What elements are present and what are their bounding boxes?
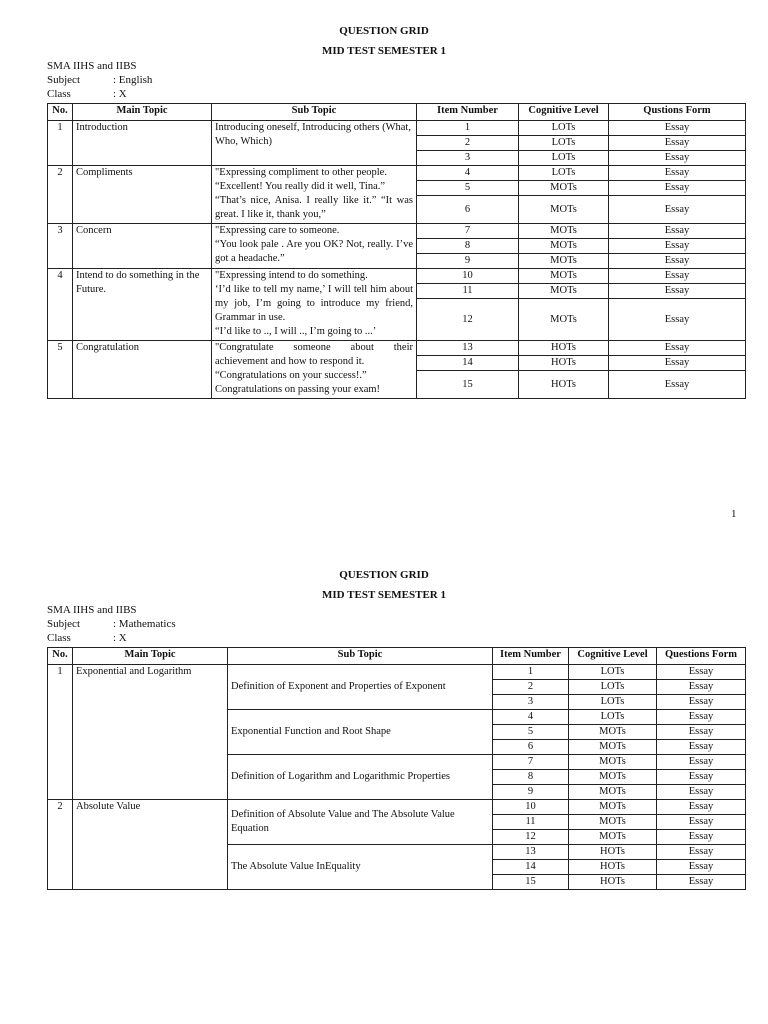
- sub-topic-line: ‘I’d like to tell my name,’ I will tell him about my job, I’m going to introduce my friend, Grammar in use.: [215, 284, 413, 323]
- item-number: 14: [417, 356, 519, 371]
- item-number: 5: [493, 725, 569, 740]
- item-number: 11: [493, 815, 569, 830]
- cognitive-level: HOTs: [569, 875, 657, 890]
- topic-no: 4: [48, 269, 73, 341]
- main-topic: Absolute Value: [73, 800, 228, 890]
- table-row: [48, 341, 746, 356]
- question-form: Essay: [609, 284, 746, 299]
- sub-topic-line: “Excellent! You really did it well, Tina.”: [215, 181, 386, 192]
- grid2-meta: [47, 603, 176, 645]
- grid1-subtitle: MID TEST SEMESTER 1: [322, 45, 446, 57]
- sub-topic-line: “I’d like to .., I will .., I’m going to ...’: [215, 326, 377, 337]
- table-row: [48, 166, 746, 181]
- col-header-questions-form: Qustions Form: [609, 104, 746, 121]
- grid1-subject-value: : English: [113, 74, 153, 86]
- sub-topic-line: "Expressing intend to do something.: [215, 270, 368, 281]
- cognitive-level: LOTs: [569, 665, 657, 680]
- grid1-table: [47, 103, 746, 399]
- col-header-main-topic: Main Topic: [73, 104, 212, 121]
- item-number: 8: [493, 770, 569, 785]
- sub-topic: Exponential Function and Root Shape: [228, 710, 493, 755]
- col-header-cognitive-level: Cognitive Level: [519, 104, 609, 121]
- question-form: Essay: [609, 371, 746, 399]
- cognitive-level: LOTs: [519, 151, 609, 166]
- item-number: 13: [417, 341, 519, 356]
- sub-topic: [212, 341, 417, 399]
- question-form: Essay: [609, 239, 746, 254]
- item-number: 15: [417, 371, 519, 399]
- question-form: Essay: [609, 181, 746, 196]
- main-topic: Exponential and Logarithm: [73, 665, 228, 800]
- question-form: Essay: [657, 680, 746, 695]
- cognitive-level: LOTs: [569, 680, 657, 695]
- table-row: [48, 121, 746, 136]
- item-number: 4: [493, 710, 569, 725]
- sub-topic-line: “That’s nice, Anisa. I really like it.” “It was great. I like it, thank you,”: [215, 195, 413, 220]
- cognitive-level: MOTs: [519, 181, 609, 196]
- item-number: 6: [417, 196, 519, 224]
- item-number: 12: [493, 830, 569, 845]
- main-topic: Concern: [73, 224, 212, 269]
- question-form: Essay: [657, 740, 746, 755]
- item-number: 4: [417, 166, 519, 181]
- question-form: Essay: [657, 815, 746, 830]
- grid2-subject-row: [47, 617, 176, 631]
- item-number: 15: [493, 875, 569, 890]
- item-number: 5: [417, 181, 519, 196]
- question-form: Essay: [609, 341, 746, 356]
- grid1-title: QUESTION GRID: [339, 25, 429, 37]
- cognitive-level: LOTs: [519, 121, 609, 136]
- grid1-meta: [47, 59, 152, 101]
- grid1-school: SMA IIHS and IIBS: [47, 60, 137, 72]
- topic-no: 5: [48, 341, 73, 399]
- sub-topic-line: "Expressing compliment to other people.: [215, 167, 387, 178]
- cognitive-level: LOTs: [519, 136, 609, 151]
- question-form: Essay: [609, 136, 746, 151]
- cognitive-level: MOTs: [519, 299, 609, 341]
- main-topic: Intend to do something in the Future.: [73, 269, 212, 341]
- grid2-header-row: [48, 648, 746, 665]
- sub-topic: [212, 166, 417, 224]
- table-row: [48, 665, 746, 680]
- sub-topic-line: "Congratulate someone about their achievement and how to respond it.: [215, 342, 413, 367]
- cognitive-level: MOTs: [569, 785, 657, 800]
- item-number: 2: [417, 136, 519, 151]
- col-header-no: No.: [48, 648, 73, 665]
- col-header-questions-form: Questions Form: [657, 648, 746, 665]
- page-number: 1: [731, 508, 737, 520]
- cognitive-level: HOTs: [519, 371, 609, 399]
- question-form: Essay: [657, 845, 746, 860]
- cognitive-level: MOTs: [569, 815, 657, 830]
- table-row: [48, 224, 746, 239]
- question-form: Essay: [657, 785, 746, 800]
- question-form: Essay: [657, 710, 746, 725]
- item-number: 7: [417, 224, 519, 239]
- question-form: Essay: [657, 695, 746, 710]
- col-header-no: No.: [48, 104, 73, 121]
- question-form: Essay: [609, 121, 746, 136]
- sub-topic: Introducing oneself, Introducing others (What, Who, Which): [212, 121, 417, 166]
- sub-topic: Definition of Logarithm and Logarithmic Properties: [228, 755, 493, 800]
- question-form: Essay: [657, 725, 746, 740]
- grid2-class-value: : X: [113, 632, 127, 644]
- cognitive-level: MOTs: [519, 196, 609, 224]
- item-number: 11: [417, 284, 519, 299]
- item-number: 7: [493, 755, 569, 770]
- col-header-cognitive-level: Cognitive Level: [569, 648, 657, 665]
- question-form: Essay: [657, 770, 746, 785]
- grid2-subject-value: : Mathematics: [113, 618, 176, 630]
- question-form: Essay: [657, 830, 746, 845]
- item-number: 1: [493, 665, 569, 680]
- col-header-main-topic: Main Topic: [73, 648, 228, 665]
- col-header-sub-topic: Sub Topic: [212, 104, 417, 121]
- grid2-table: [47, 647, 746, 890]
- question-form: Essay: [657, 665, 746, 680]
- main-topic: Congratulation: [73, 341, 212, 399]
- question-form: Essay: [609, 151, 746, 166]
- grid2-class-row: [47, 631, 176, 645]
- question-form: Essay: [657, 860, 746, 875]
- question-form: Essay: [609, 166, 746, 181]
- item-number: 3: [493, 695, 569, 710]
- question-form: Essay: [609, 269, 746, 284]
- col-header-sub-topic: Sub Topic: [228, 648, 493, 665]
- question-form: Essay: [609, 224, 746, 239]
- cognitive-level: MOTs: [519, 269, 609, 284]
- sub-topic: The Absolute Value InEquality: [228, 845, 493, 890]
- grid1-class-label: Class: [47, 88, 71, 100]
- item-number: 10: [493, 800, 569, 815]
- grid2-subject-label: Subject: [47, 618, 80, 630]
- question-form: Essay: [609, 254, 746, 269]
- cognitive-level: MOTs: [569, 800, 657, 815]
- question-form: Essay: [609, 299, 746, 341]
- cognitive-level: LOTs: [569, 710, 657, 725]
- cognitive-level: MOTs: [569, 830, 657, 845]
- sub-topic-line: “You look pale . Are you OK? Not, really. I’ve got a headache.”: [215, 239, 413, 264]
- cognitive-level: HOTs: [569, 845, 657, 860]
- cognitive-level: MOTs: [569, 725, 657, 740]
- item-number: 14: [493, 860, 569, 875]
- main-topic: Compliments: [73, 166, 212, 224]
- question-form: Essay: [657, 755, 746, 770]
- item-number: 9: [417, 254, 519, 269]
- cognitive-level: LOTs: [519, 166, 609, 181]
- sub-topic-line: “Congratulations on your success!.”: [215, 370, 367, 381]
- cognitive-level: MOTs: [519, 254, 609, 269]
- cognitive-level: LOTs: [569, 695, 657, 710]
- grid2-title: QUESTION GRID: [339, 569, 429, 581]
- grid1-class-value: : X: [113, 88, 127, 100]
- cognitive-level: HOTs: [569, 860, 657, 875]
- item-number: 13: [493, 845, 569, 860]
- cognitive-level: MOTs: [519, 239, 609, 254]
- question-form: Essay: [609, 356, 746, 371]
- item-number: 3: [417, 151, 519, 166]
- grid1-header-row: [48, 104, 746, 121]
- grid1-subject-label: Subject: [47, 74, 80, 86]
- cognitive-level: MOTs: [569, 770, 657, 785]
- cognitive-level: MOTs: [569, 740, 657, 755]
- item-number: 2: [493, 680, 569, 695]
- sub-topic: Definition of Exponent and Properties of Exponent: [228, 665, 493, 710]
- main-topic: Introduction: [73, 121, 212, 166]
- question-form: Essay: [609, 196, 746, 224]
- sub-topic: [212, 224, 417, 269]
- cognitive-level: HOTs: [519, 341, 609, 356]
- grid2-subtitle: MID TEST SEMESTER 1: [322, 589, 446, 601]
- topic-no: 2: [48, 800, 73, 890]
- item-number: 9: [493, 785, 569, 800]
- topic-no: 1: [48, 121, 73, 166]
- item-number: 10: [417, 269, 519, 284]
- topic-no: 3: [48, 224, 73, 269]
- sub-topic: [212, 269, 417, 341]
- sub-topic: Definition of Absolute Value and The Absolute Value Equation: [228, 800, 493, 845]
- topic-no: 2: [48, 166, 73, 224]
- grid1-subject-row: [47, 73, 152, 87]
- sub-topic-line: Congratulations on passing your exam!: [215, 384, 381, 395]
- question-form: Essay: [657, 875, 746, 890]
- table-row: [48, 269, 746, 284]
- cognitive-level: MOTs: [569, 755, 657, 770]
- topic-no: 1: [48, 665, 73, 800]
- cognitive-level: MOTs: [519, 284, 609, 299]
- cognitive-level: HOTs: [519, 356, 609, 371]
- item-number: 1: [417, 121, 519, 136]
- grid2-class-label: Class: [47, 632, 71, 644]
- col-header-item-number: Item Number: [493, 648, 569, 665]
- item-number: 12: [417, 299, 519, 341]
- question-form: Essay: [657, 800, 746, 815]
- item-number: 6: [493, 740, 569, 755]
- item-number: 8: [417, 239, 519, 254]
- col-header-item-number: Item Number: [417, 104, 519, 121]
- table-row: [48, 800, 746, 815]
- sub-topic-line: "Expressing care to someone.: [215, 225, 340, 236]
- cognitive-level: MOTs: [519, 224, 609, 239]
- grid1-class-row: [47, 87, 152, 101]
- grid2-school: SMA IIHS and IIBS: [47, 604, 137, 616]
